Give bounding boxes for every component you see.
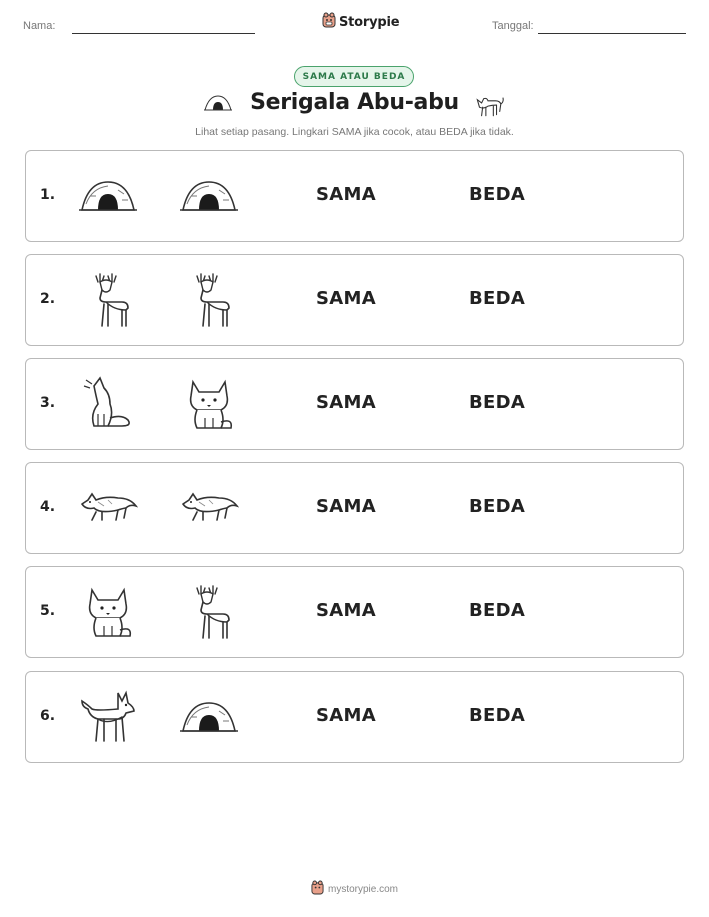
cave-icon — [78, 166, 138, 226]
name-label: Nama: — [23, 20, 56, 32]
same-option[interactable]: SAMA — [316, 705, 376, 726]
different-option[interactable]: BEDA — [469, 288, 526, 309]
brand — [322, 12, 399, 32]
same-option[interactable]: SAMA — [316, 184, 376, 205]
row-number: 1. — [40, 187, 56, 203]
howling-wolf-icon — [78, 374, 138, 434]
deer-icon — [179, 270, 239, 330]
cave-icon — [179, 166, 239, 226]
different-option[interactable]: BEDA — [469, 392, 526, 413]
exercise-row — [25, 566, 684, 658]
prowling-wolf-icon — [78, 478, 138, 538]
sitting-wolf-icon — [78, 582, 138, 642]
row-number: 5. — [40, 603, 56, 619]
exercise-row — [25, 254, 684, 346]
different-option[interactable]: BEDA — [469, 705, 526, 726]
row-number: 3. — [40, 395, 56, 411]
wolf-icon — [472, 88, 504, 120]
name-field[interactable] — [72, 33, 255, 34]
exercise-row — [25, 150, 684, 242]
row-number: 4. — [40, 499, 56, 515]
footer-url[interactable]: mystorypie.com — [327, 884, 398, 895]
same-option[interactable]: SAMA — [316, 496, 376, 517]
different-option[interactable]: BEDA — [469, 600, 526, 621]
row-number: 2. — [40, 291, 56, 307]
exercise-row — [25, 462, 684, 554]
same-option[interactable]: SAMA — [316, 288, 376, 309]
footer — [0, 880, 709, 899]
exercise-row — [25, 358, 684, 450]
prowling-wolf-icon — [179, 478, 239, 538]
instructions: Lihat setiap pasang. Lingkari SAMA jika cocok, atau BEDA jika tidak. — [195, 126, 514, 138]
worksheet-type-badge: SAMA ATAU BEDA — [294, 66, 414, 87]
storypie-logo-icon — [322, 12, 336, 32]
different-option[interactable]: BEDA — [469, 496, 526, 517]
exercise-row — [25, 671, 684, 763]
row-number: 6. — [40, 708, 56, 724]
same-option[interactable]: SAMA — [316, 392, 376, 413]
date-field[interactable] — [538, 33, 686, 34]
deer-icon — [179, 582, 239, 642]
sitting-wolf-icon — [179, 374, 239, 434]
different-option[interactable]: BEDA — [469, 184, 526, 205]
date-label: Tanggal: — [492, 20, 534, 32]
same-option[interactable]: SAMA — [316, 600, 376, 621]
page-title: Serigala Abu-abu — [250, 90, 459, 115]
deer-icon — [78, 270, 138, 330]
cave-icon — [179, 687, 239, 747]
standing-wolf-icon — [78, 687, 138, 747]
storypie-logo-icon — [311, 880, 324, 899]
brand-name: Storypie — [339, 14, 400, 30]
